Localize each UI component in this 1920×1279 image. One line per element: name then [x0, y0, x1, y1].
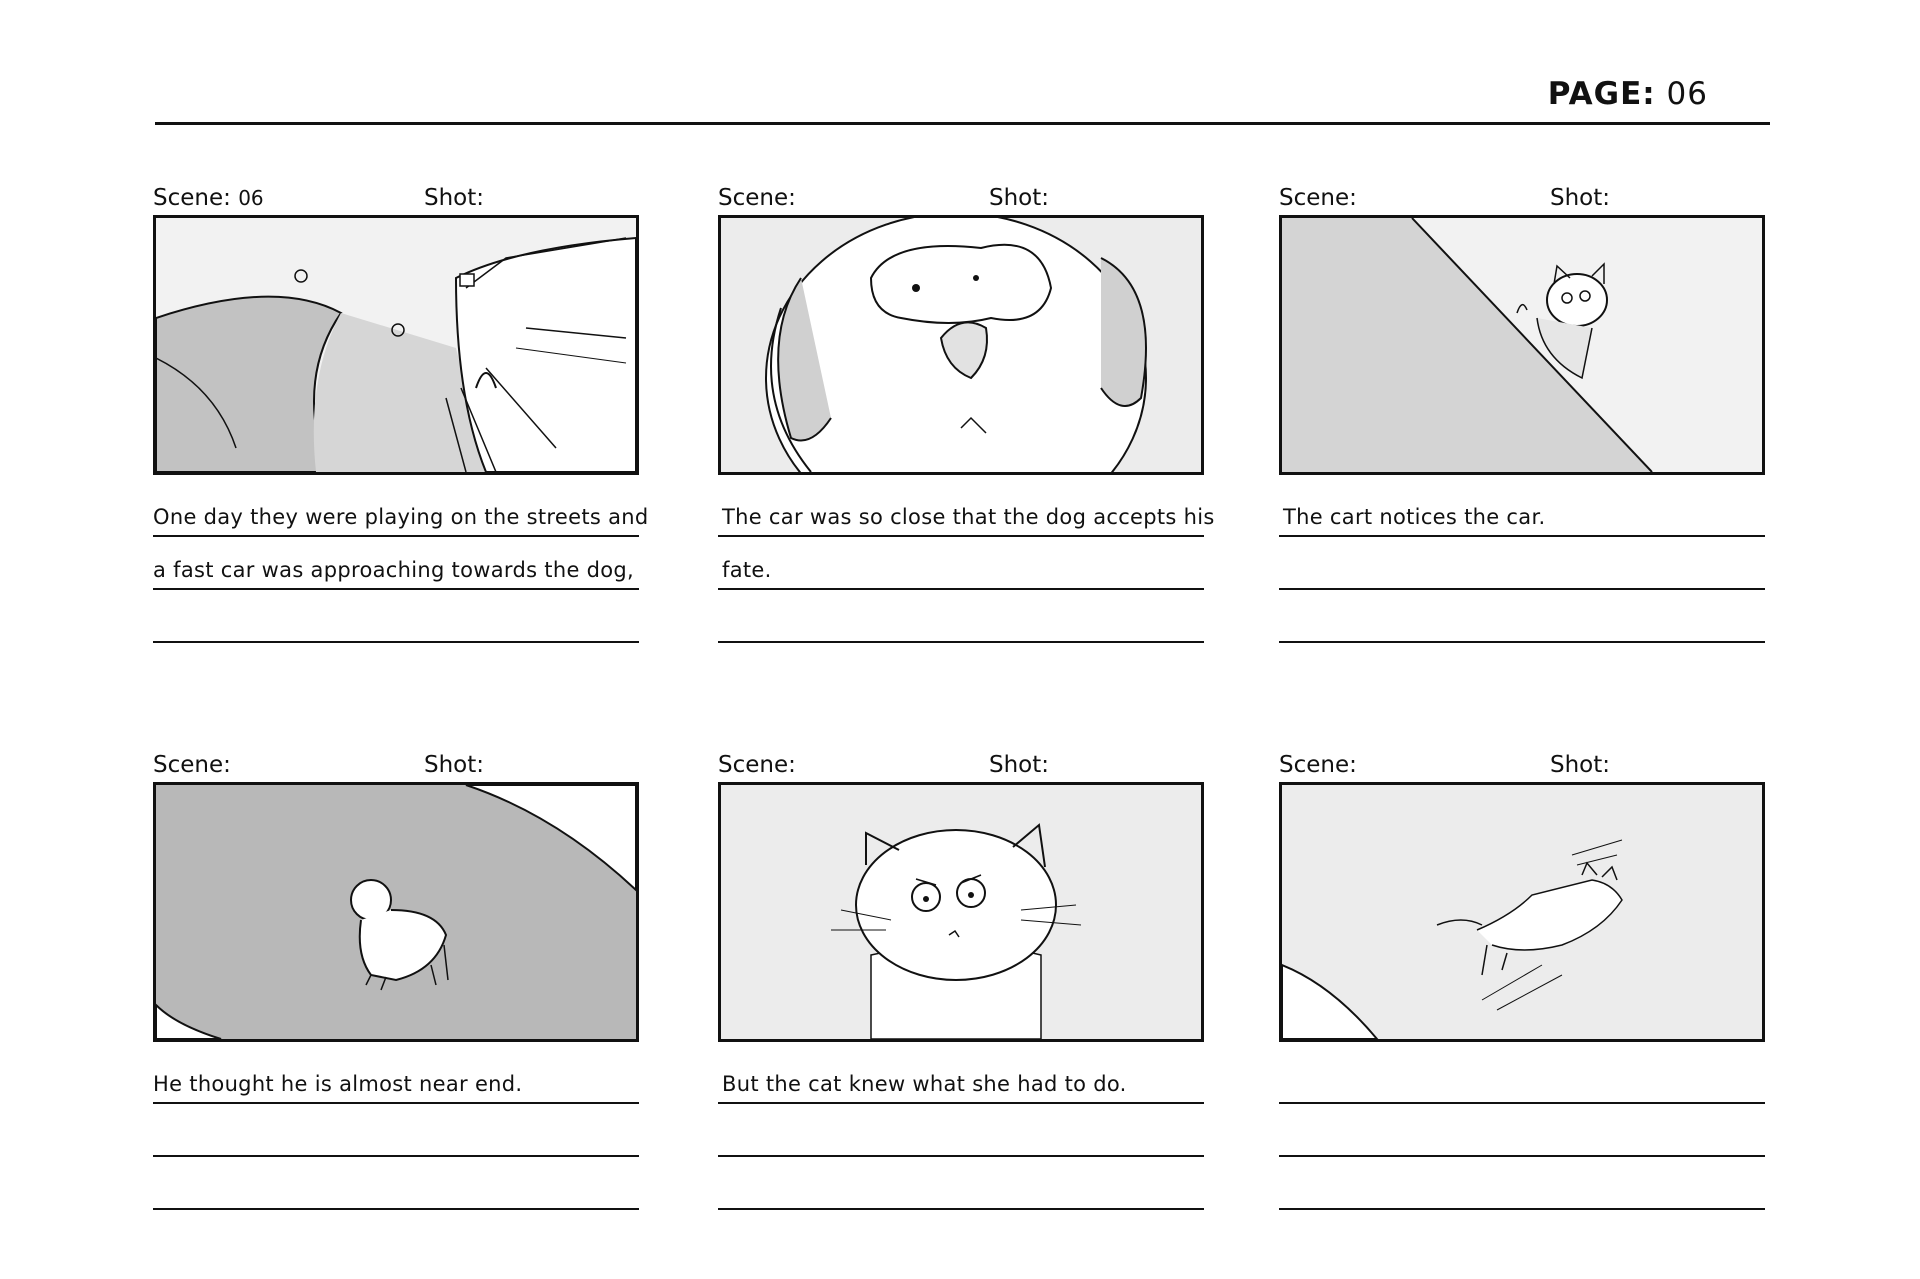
storyboard-panel-6	[1279, 742, 1765, 1210]
panel-meta	[718, 742, 1204, 782]
shot-label: Shot:	[1550, 185, 1611, 211]
caption-line: But the cat knew what she had to do.	[718, 1052, 1204, 1104]
panel-meta	[1279, 175, 1765, 215]
caption-lines	[153, 485, 649, 643]
caption-line	[1279, 538, 1765, 590]
caption-line	[1279, 1158, 1765, 1210]
panel-frame	[1279, 782, 1765, 1042]
caption-line	[1279, 1105, 1765, 1157]
shot-label: Shot:	[989, 752, 1050, 778]
panel-meta	[718, 175, 1204, 215]
cat-on-slope-sketch	[1282, 218, 1762, 472]
scene-label: Scene:	[718, 185, 796, 211]
panel-frame	[718, 215, 1204, 475]
scene-value: 06	[238, 186, 264, 210]
caption-line	[153, 591, 639, 643]
caption-line: He thought he is almost near end.	[153, 1052, 639, 1104]
caption-line	[718, 1158, 1204, 1210]
caption-lines	[1279, 1052, 1765, 1210]
caption-line: fate.	[718, 538, 1204, 590]
panel-meta	[1279, 742, 1765, 782]
panel-frame	[718, 782, 1204, 1042]
scene-label: Scene:	[153, 185, 231, 211]
caption-line	[718, 1105, 1204, 1157]
dog-face-closeup-sketch	[721, 218, 1201, 472]
storyboard-panel-4	[153, 742, 639, 1210]
caption-line	[718, 591, 1204, 643]
scene-label: Scene:	[1279, 185, 1357, 211]
panel-frame	[153, 782, 639, 1042]
cat-face-closeup-sketch	[721, 785, 1201, 1039]
street-car-sketch	[156, 218, 636, 472]
caption-lines	[153, 1052, 639, 1210]
caption-line: The cart notices the car.	[1279, 485, 1765, 537]
panel-meta	[153, 742, 639, 782]
shot-label: Shot:	[1550, 752, 1611, 778]
caption-line: The car was so close that the dog accepts his	[718, 485, 1204, 537]
cat-leaping-sketch	[1282, 785, 1762, 1039]
caption-lines	[1279, 485, 1765, 643]
shot-label: Shot:	[424, 752, 485, 778]
scene-label: Scene:	[718, 752, 796, 778]
storyboard-panel-2	[718, 175, 1215, 643]
caption-line	[153, 1105, 639, 1157]
shot-label: Shot:	[989, 185, 1050, 211]
shot-label: Shot:	[424, 185, 485, 211]
caption-line	[1279, 1052, 1765, 1104]
panel-frame	[1279, 215, 1765, 475]
scene-label: Scene:	[1279, 752, 1357, 778]
storyboard-panel-1	[153, 175, 649, 643]
storyboard-panel-5	[718, 742, 1204, 1210]
caption-lines	[718, 485, 1215, 643]
caption-line	[153, 1158, 639, 1210]
dog-on-road-sketch	[156, 785, 636, 1039]
storyboard-panel-3	[1279, 175, 1765, 643]
caption-line: One day they were playing on the streets and	[153, 485, 639, 537]
caption-lines	[718, 1052, 1204, 1210]
scene-label: Scene:	[153, 752, 231, 778]
panel-frame	[153, 215, 639, 475]
panel-meta	[153, 175, 639, 215]
page-header	[155, 72, 1770, 125]
caption-line: a fast car was approaching towards the dog,	[153, 538, 639, 590]
caption-line	[1279, 591, 1765, 643]
page-number-label: PAGE: 06	[1547, 76, 1708, 112]
